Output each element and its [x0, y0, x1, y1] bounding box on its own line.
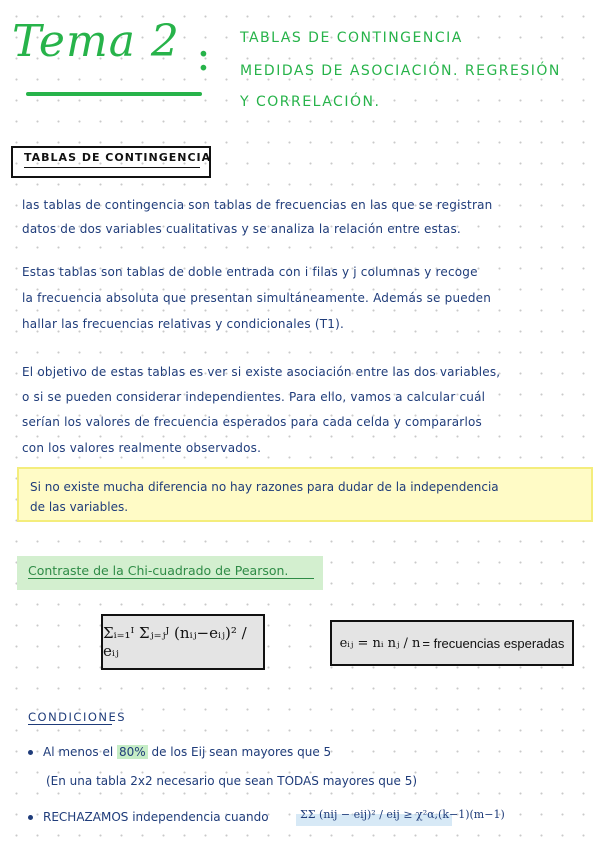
section-underline [24, 167, 200, 168]
paragraph-1-line-1: las tablas de contingencia son tablas de frecuencias en las que se registran [22, 198, 493, 212]
paragraph-2-line-3: hallar las frecuencias relativas y condicionales (T1). [22, 317, 344, 331]
note-line-2: de las variables. [30, 500, 129, 514]
contrast-underline [28, 578, 314, 579]
topic-line-3: Y CORRELACIÓN. [240, 94, 381, 110]
highlight-80-percent: 80% [118, 745, 146, 759]
note-line-1: Si no existe mucha diferencia no hay razones para dudar de la independencia [30, 480, 499, 494]
page-title: Tema 2 [12, 16, 180, 67]
paragraph-3-line-1: El objetivo de estas tablas es ver si existe asociación entre las dos variables, [22, 365, 501, 379]
condition-1-text: Al menos el 80% de los Eij sean mayores que 5 [43, 745, 332, 759]
topic-line-2: MEDIDAS DE ASOCIACIÓN. REGRESIÓN [240, 63, 561, 79]
expected-frequency-lhs: eᵢⱼ = nᵢ nⱼ / n [339, 635, 421, 651]
title-underline [26, 92, 202, 96]
chi-square-formula [101, 614, 265, 670]
paragraph-2-line-2: la frecuencia absoluta que presentan simultáneamente. Además se pueden [22, 291, 492, 305]
bullet-dot-icon [28, 750, 33, 755]
bullet-dot-icon [28, 815, 33, 820]
section-title: TABLAS DE CONTINGENCIA [24, 151, 212, 164]
rejection-formula: ΣΣ (nij − eij)² / eij ≥ χ²α,(k−1)(m−1) [300, 808, 505, 821]
contrast-title: Contraste de la Chi-cuadrado de Pearson. [28, 563, 289, 578]
chi-square-formula-text: Σᵢ₌₁ᴵ Σⱼ₌ⱼᴶ (nᵢⱼ−eᵢⱼ)² / eᵢⱼ [103, 624, 247, 660]
paragraph-2-line-1: Estas tablas son tablas de doble entrada con i filas y j columnas y recoge [22, 265, 478, 279]
paragraph-3-line-4: con los valores realmente observados. [22, 441, 262, 455]
condition-2-text: RECHAZAMOS independencia cuando [43, 810, 269, 824]
topic-line-1: TABLAS DE CONTINGENCIA [240, 30, 463, 46]
paragraph-3-line-3: serían los valores de frecuencia esperados para cada celda y compararlos [22, 415, 482, 429]
conditions-underline [28, 724, 112, 725]
expected-frequency-label: = frecuencias esperadas [422, 635, 565, 651]
condition-bullet-1 [28, 745, 331, 759]
title-colon: : [196, 30, 211, 81]
paragraph-1-line-2: datos de dos variables cualitativas y se analiza la relación entre estas. [22, 222, 461, 236]
conditions-title: CONDICIONES [28, 710, 127, 724]
condition-1-note: (En una tabla 2x2 necesario que sean TODAS mayores que 5) [46, 774, 418, 788]
expected-frequency-formula [330, 620, 574, 666]
condition-bullet-2 [28, 810, 269, 824]
paragraph-3-line-2: o si se pueden considerar independientes. Para ello, vamos a calcular cuál [22, 390, 486, 404]
